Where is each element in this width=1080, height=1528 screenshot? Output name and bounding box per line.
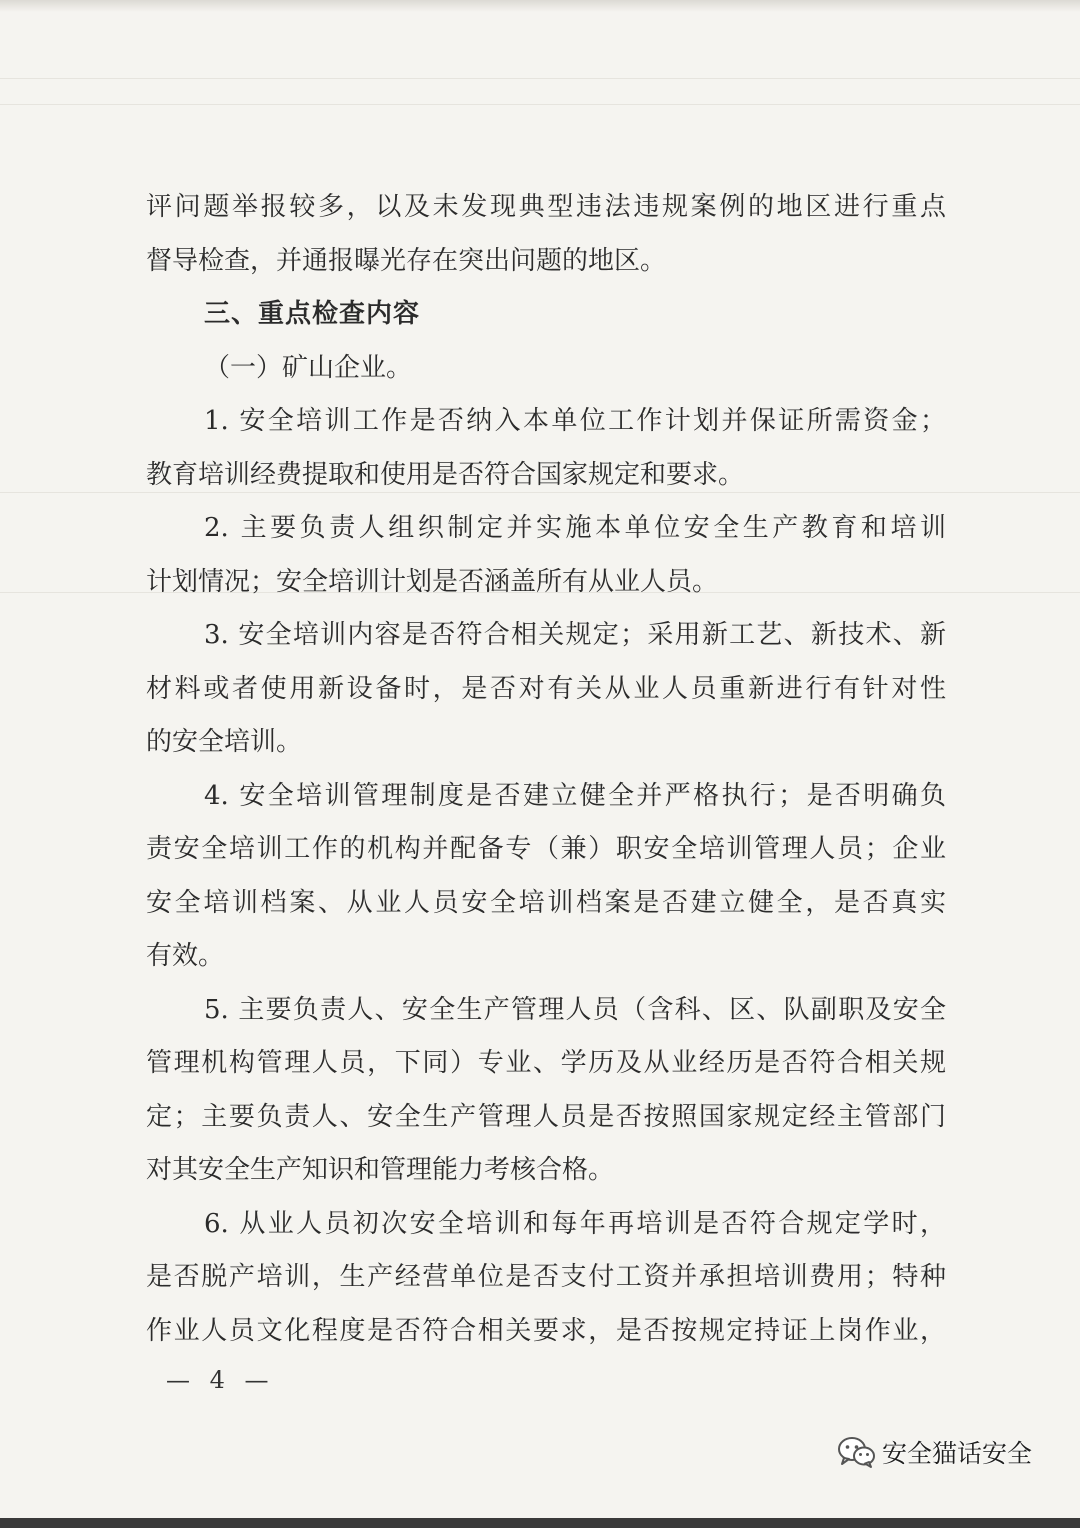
watermark <box>836 1434 1032 1470</box>
text-line: 2. 主要负责人组织制定并实施本单位安全生产教育和培训 <box>204 513 946 543</box>
text-line: 1. 安全培训工作是否纳入本单位工作计划并保证所需资金； <box>204 406 946 436</box>
text-line: 教育培训经费提取和使用是否符合国家规定和要求。 <box>146 459 745 490</box>
text-line: 5. 主要负责人、安全生产管理人员（含科、区、队副职及安全 <box>204 994 946 1025</box>
section-heading: 三、重点检查内容 <box>204 299 421 329</box>
text-line: 责安全培训工作的机构并配备专（兼）职安全培训管理人员；企业 <box>146 834 946 864</box>
scan-artifact-line <box>0 78 1080 79</box>
text-line: 的安全培训。 <box>146 727 303 757</box>
text-line: 4. 安全培训管理制度是否建立健全并严格执行；是否明确负 <box>204 780 946 811</box>
scan-top-shade <box>0 0 1080 12</box>
scan-artifact-line <box>0 104 1080 105</box>
subsection-heading: （一）矿山企业。 <box>204 352 413 383</box>
text-line: 计划情况；安全培训计划是否涵盖所有从业人员。 <box>146 566 719 597</box>
text-line: 作业人员文化程度是否符合相关要求，是否按规定持证上岗作业， <box>146 1315 946 1346</box>
watermark-text: 安全猫话安全 <box>882 1439 1033 1468</box>
text-line: 定；主要负责人、安全生产管理人员是否按照国家规定经主管部门 <box>146 1101 946 1132</box>
wechat-icon <box>836 1434 876 1470</box>
text-line: 评问题举报较多，以及未发现典型违法违规案例的地区进行重点 <box>146 192 946 222</box>
text-line: 安全培训档案、从业人员安全培训档案是否建立健全，是否真实 <box>146 887 946 918</box>
text-line: 有效。 <box>146 941 225 971</box>
document-body <box>146 181 946 1358</box>
text-line: 对其安全生产知识和管理能力考核合格。 <box>146 1155 615 1185</box>
text-line: 6. 从业人员初次安全培训和每年再培训是否符合规定学时， <box>204 1208 946 1239</box>
text-line: 管理机构管理人员，下同）专业、学历及从业经历是否符合相关规 <box>146 1048 946 1078</box>
text-line: 是否脱产培训，生产经营单位是否支付工资并承担培训费用；特种 <box>146 1262 946 1292</box>
text-line: 督导检查，并通报曝光存在突出问题的地区。 <box>146 245 667 276</box>
page-number: — 4 — <box>166 1366 275 1394</box>
text-line: 材料或者使用新设备时，是否对有关从业人员重新进行有针对性 <box>146 673 946 704</box>
scan-bottom-edge <box>0 1518 1080 1528</box>
text-line: 3. 安全培训内容是否符合相关规定；采用新工艺、新技术、新 <box>204 620 946 650</box>
